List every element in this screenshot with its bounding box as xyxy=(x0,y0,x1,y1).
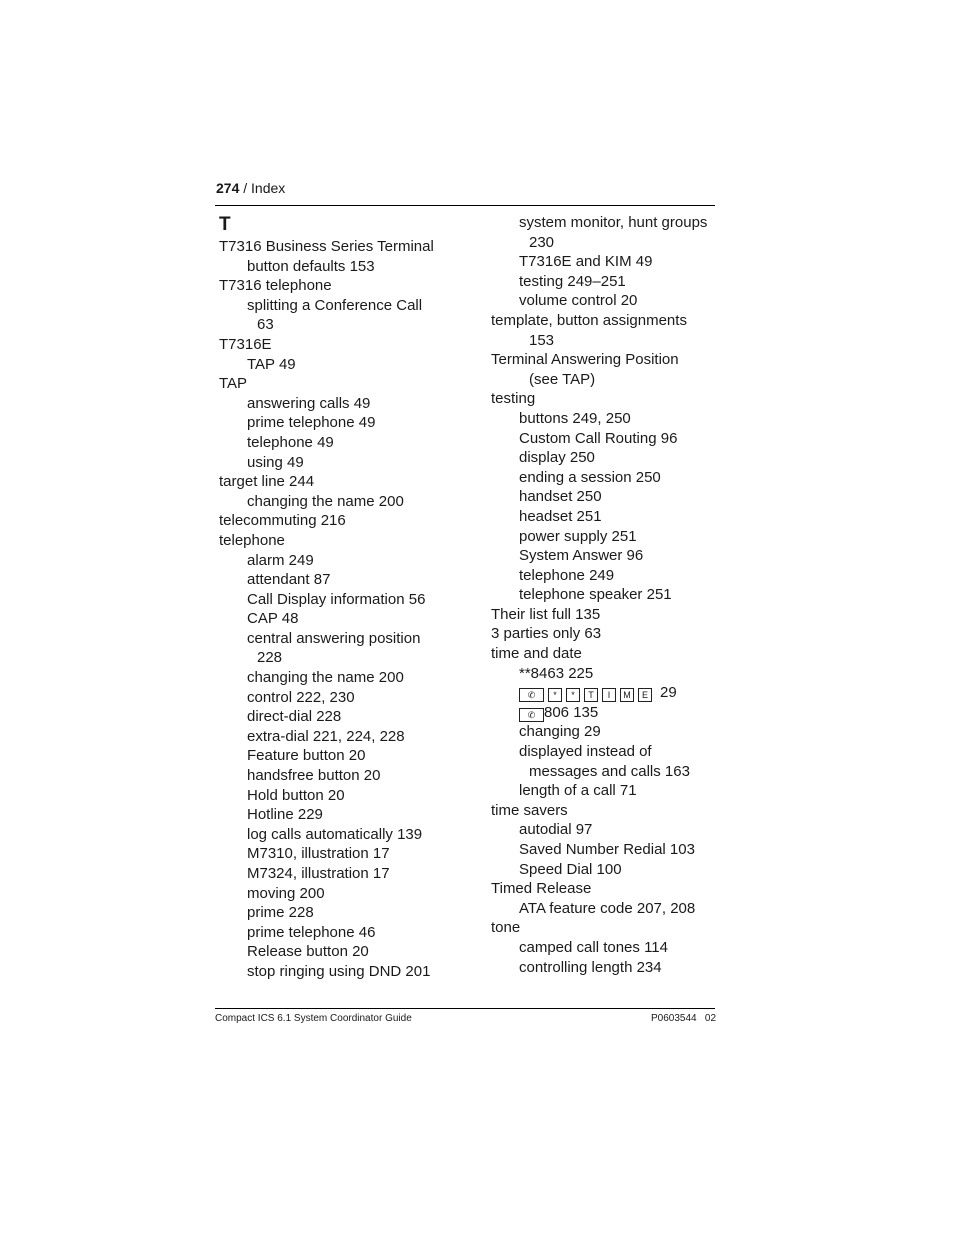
index-entry: telecommuting 216 xyxy=(219,512,346,530)
index-entry: Hotline 229 xyxy=(247,806,323,824)
index-entry: 228 xyxy=(257,649,283,667)
index-entry: (see TAP) xyxy=(529,370,596,388)
index-entry: handsfree button 20 xyxy=(247,767,381,785)
header-rule xyxy=(215,205,715,206)
dialpad-key: I xyxy=(602,688,616,702)
index-entry: CAP 48 xyxy=(247,610,299,628)
index-entry: displayed instead of xyxy=(519,743,652,761)
index-entry: time and date xyxy=(491,645,582,663)
index-column-right xyxy=(491,213,719,977)
index-entry: Terminal Answering Position xyxy=(491,351,679,369)
index-entry: splitting a Conference Call xyxy=(247,296,423,314)
index-entry: messages and calls 163 xyxy=(529,762,690,780)
index-entry-list-right-a xyxy=(491,213,719,683)
key-sequence-806-text: 806 135 xyxy=(544,703,599,721)
index-entry: Feature button 20 xyxy=(247,747,366,765)
index-entry: Speed Dial 100 xyxy=(519,860,622,878)
index-entry-list-right-b xyxy=(491,722,719,977)
index-entry: T7316 telephone xyxy=(219,277,332,295)
index-entry: using 49 xyxy=(247,453,304,471)
index-entry: T7316E xyxy=(219,335,272,353)
index-entry: answering calls 49 xyxy=(247,394,371,412)
index-entry: ending a session 250 xyxy=(519,468,661,486)
index-entry: system monitor, hunt groups xyxy=(519,214,708,231)
index-entry: direct-dial 228 xyxy=(247,708,342,726)
index-entry: buttons 249, 250 xyxy=(519,409,631,427)
index-entry-key-sequence xyxy=(491,683,719,703)
index-entry: length of a call 71 xyxy=(519,782,637,800)
feature-key-icon: ✆ xyxy=(519,688,544,702)
feature-key-icon: ✆ xyxy=(519,708,544,722)
index-entry: 230 xyxy=(529,233,555,251)
index-entry: handset 250 xyxy=(519,488,602,506)
index-entry: Custom Call Routing 96 xyxy=(519,429,678,447)
index-entry: M7310, illustration 17 xyxy=(247,845,390,863)
index-entry: ATA feature code 207, 208 xyxy=(519,899,696,917)
dialpad-key: E xyxy=(638,688,652,702)
index-entry: volume control 20 xyxy=(519,292,638,310)
index-entry: tone xyxy=(491,919,521,937)
index-entry: moving 200 xyxy=(247,884,325,902)
index-entry: Saved Number Redial 103 xyxy=(519,841,695,858)
index-entry: M7324, illustration 17 xyxy=(247,865,390,882)
footer-doc-number: P0603544 02 xyxy=(651,1013,717,1024)
dialpad-key: * xyxy=(548,688,562,702)
index-entry: Hold button 20 xyxy=(247,786,345,804)
footer-rule xyxy=(215,1008,715,1009)
index-entry: power supply 251 xyxy=(519,527,637,545)
index-entry: changing the name 200 xyxy=(247,669,404,687)
index-entry: TAP xyxy=(219,375,248,393)
index-entry: control 222, 230 xyxy=(247,688,355,706)
dialpad-key: T xyxy=(584,688,598,702)
index-entry: T7316 Business Series Terminal xyxy=(219,238,434,255)
index-entry: alarm 249 xyxy=(247,551,314,569)
index-entry: 153 xyxy=(529,331,555,349)
index-entry: 3 parties only 63 xyxy=(491,625,602,643)
index-entry: changing the name 200 xyxy=(247,492,404,510)
index-entry: prime telephone 46 xyxy=(247,923,376,941)
index-entry: **8463 225 xyxy=(519,664,594,682)
index-entry: testing xyxy=(491,390,536,408)
index-entry: Their list full 135 xyxy=(491,605,601,623)
index-entry: TAP 49 xyxy=(247,355,296,373)
page-number: 274 xyxy=(216,180,240,196)
index-entry: telephone xyxy=(219,531,285,549)
index-entry: prime 228 xyxy=(247,904,314,922)
index-entry: 63 xyxy=(257,316,274,334)
running-header xyxy=(216,180,285,196)
index-entry: Timed Release xyxy=(491,880,592,898)
index-entry: headset 251 xyxy=(519,507,602,525)
index-column-left xyxy=(219,213,484,982)
index-entry: log calls automatically 139 xyxy=(247,825,423,843)
index-entry: target line 244 xyxy=(219,473,315,491)
index-entry: autodial 97 xyxy=(519,821,593,839)
index-entry: controlling length 234 xyxy=(519,958,662,976)
index-entry: time savers xyxy=(491,801,568,819)
index-entry: extra-dial 221, 224, 228 xyxy=(247,727,405,745)
index-entry-list-left xyxy=(219,237,484,982)
index-entry: attendant 87 xyxy=(247,571,331,589)
index-entry: T7316E and KIM 49 xyxy=(519,253,653,271)
key-sequence-page: 29 xyxy=(660,684,677,702)
index-entry: telephone 49 xyxy=(247,433,334,451)
index-entry: telephone speaker 251 xyxy=(519,586,672,604)
index-entry: prime telephone 49 xyxy=(247,414,376,432)
key-sequence-time xyxy=(519,684,656,701)
index-entry: button defaults 153 xyxy=(247,257,375,275)
index-entry-key-sequence-806 xyxy=(491,703,719,723)
index-entry: display 250 xyxy=(519,449,595,467)
index-entry: changing 29 xyxy=(519,723,601,741)
index-entry: template, button assignments xyxy=(491,311,687,329)
index-entry: camped call tones 114 xyxy=(519,938,668,956)
dialpad-key: M xyxy=(620,688,634,702)
index-entry: central answering position xyxy=(247,629,421,647)
header-separator: / xyxy=(239,180,252,196)
section-letter: T xyxy=(219,214,231,235)
footer-title: Compact ICS 6.1 System Coordinator Guide xyxy=(215,1013,412,1024)
index-entry: Release button 20 xyxy=(247,943,369,961)
index-entry: stop ringing using DND 201 xyxy=(247,962,431,980)
index-entry: telephone 249 xyxy=(519,566,615,584)
index-entry: testing 249–251 xyxy=(519,272,626,290)
dialpad-key: * xyxy=(566,688,580,702)
index-entry: System Answer 96 xyxy=(519,547,644,565)
index-entry: Call Display information 56 xyxy=(247,590,426,608)
header-section: Index xyxy=(251,180,286,196)
